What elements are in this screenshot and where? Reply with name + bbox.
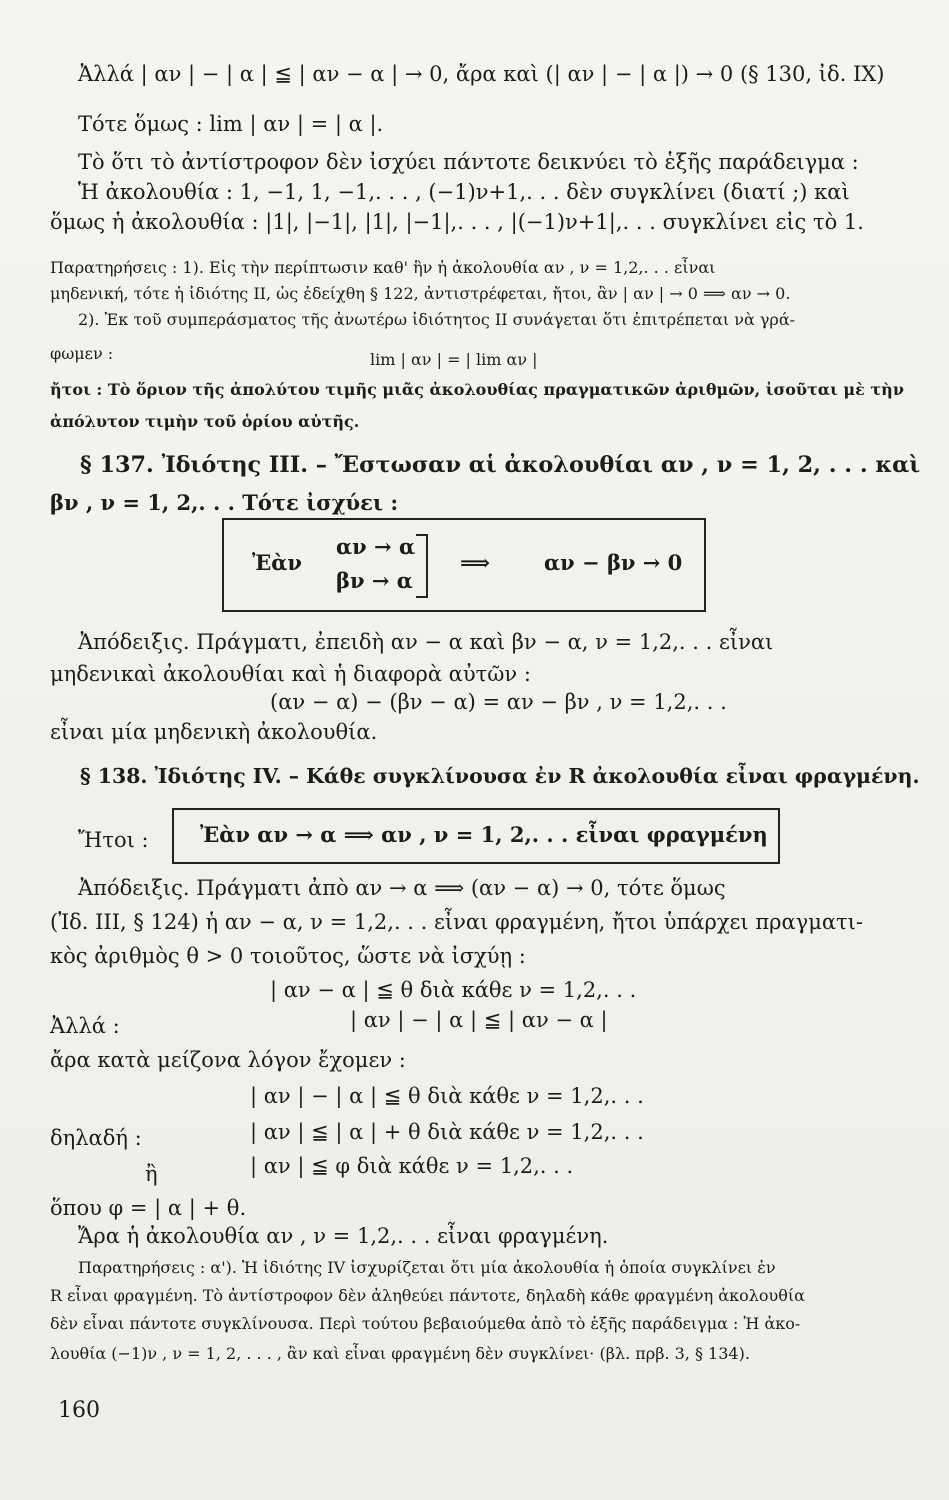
proof-line: δηλαδή : (50, 1126, 142, 1150)
text-line: βν , ν = 1, 2,. . . Τότε ἰσχύει : (50, 490, 399, 515)
remark-line: Παρατηρήσεις : 1). Εἰς τὴν περίπτωσιν καθ' ἣν ἡ ἀκολουθία αν , ν = 1,2,. . . εἶναι (50, 258, 716, 277)
proof-line: | αν | ≦ | α | + θ διὰ κάθε ν = 1,2,. . . (250, 1120, 644, 1144)
proof-line: | αν | − | α | ≦ θ διὰ κάθε ν = 1,2,. . . (250, 1084, 644, 1108)
section-137-heading: § 137. Ἰδιότης ΙΙΙ. – Ἔστωσαν αἱ ἀκολουθίαι αν , ν = 1, 2, . . . καὶ (80, 452, 921, 478)
remark-line: ἤτοι : Τὸ ὅριον τῆς ἀπολύτου τιμῆς μιᾶς ἀκολουθίας πραγματικῶν ἀριθμῶν, ἰσοῦται μὲ τὴν (50, 380, 904, 399)
box-condition: βν → α (336, 568, 413, 593)
proof-line: Ἀπόδειξις. Πράγματι ἀπὸ αν → α ⟹ (αν − α) → 0, τότε ὅμως (78, 876, 726, 900)
text-line: Τὸ ὅτι τὸ ἀντίστροφον δὲν ἰσχύει πάντοτε δεικνύει τὸ ἑξῆς παράδειγμα : (78, 150, 859, 174)
proof-line: εἶναι μία μηδενικὴ ἀκολουθία. (50, 720, 378, 744)
proof-line: ὅπου φ = | α | + θ. (50, 1196, 247, 1220)
box-condition: αν → α (336, 534, 416, 559)
box-result: αν − βν → 0 (544, 550, 683, 575)
text-line: Ἡ ἀκολουθία : 1, −1, 1, −1,. . . , (−1)ν+1,. . . δὲν συγκλίνει (διατί ;) καὶ (78, 180, 850, 204)
proof-line: κὸς ἀριθμὸς θ > 0 τοιοῦτος, ὥστε νὰ ἰσχύῃ : (50, 944, 526, 968)
proof-line: | αν | ≦ φ διὰ κάθε ν = 1,2,. . . (250, 1154, 574, 1178)
remark-line: μηδενική, τότε ἡ ἰδιότης ΙΙ, ὡς ἐδείχθη § 122, ἀντιστρέφεται, ἤτοι, ἂν | αν | → 0 ⟹ αν → 0. (50, 284, 791, 303)
proof-line: | αν − α | ≦ θ διὰ κάθε ν = 1,2,. . . (270, 978, 637, 1002)
proof-line: ἄρα κατὰ μείζονα λόγον ἔχομεν : (50, 1048, 406, 1072)
page-number: 160 (58, 1398, 100, 1423)
text-line: Τότε ὅμως : lim | αν | = | α |. (78, 112, 384, 136)
remark-line: λουθία (−1)ν , ν = 1, 2, . . . , ἂν καὶ εἶναι φραγμένη δὲν συγκλίνει· (βλ. πρβ. 3, § 134). (50, 1344, 750, 1363)
proof-line: Ἀλλά : (50, 1014, 120, 1038)
remark-line: Παρατηρήσεις : α'). Ἡ ἰδιότης IV ἰσχυρίζεται ὅτι μία ἀκολουθία ἡ ὁποία συγκλίνει ἐν (78, 1258, 776, 1277)
box-statement: Ἐὰν αν → α ⟹ αν , ν = 1, 2,. . . εἶναι φραγμένη (200, 822, 768, 847)
remark-line: φωμεν : (50, 344, 114, 363)
proof-line: Ἄρα ἡ ἀκολουθία αν , ν = 1,2,. . . εἶναι φραγμένη. (78, 1224, 609, 1248)
right-brace (416, 534, 428, 598)
proof-line: ἢ (145, 1162, 158, 1186)
text-line: Ἀλλά | αν | − | α | ≦ | αν − α | → 0, ἄρα καὶ (| αν | − | α |) → 0 (§ 130, ἰδ. IX) (78, 62, 885, 86)
implies-arrow: ⟹ (460, 550, 491, 575)
box-if-label: Ἐὰν (252, 550, 302, 575)
theorem-box (172, 808, 780, 864)
remark-line: ἀπόλυτον τιμὴν τοῦ ὁρίου αὐτῆς. (50, 412, 360, 431)
text-line: ὅμως ἡ ἀκολουθία : |1|, |−1|, |1|, |−1|,. . . , |(−1)ν+1|,. . . συγκλίνει εἰς τὸ 1. (50, 210, 864, 234)
proof-line: μηδενικαὶ ἀκολουθίαι καὶ ἡ διαφορὰ αὐτῶν : (50, 662, 531, 686)
theorem-box (222, 518, 706, 612)
proof-line: (Ἰδ. ΙΙΙ, § 124) ἡ αν − α, ν = 1,2,. . . εἶναι φραγμένη, ἤτοι ὑπάρχει πραγματι- (50, 910, 864, 934)
remark-line: δὲν εἶναι πάντοτε συγκλίνουσα. Περὶ τούτου βεβαιούμεθα ἀπὸ τὸ ἑξῆς παράδειγμα : Ἡ ἀκο- (50, 1314, 801, 1333)
proof-line: Ἀπόδειξις. Πράγματι, ἐπειδὴ αν − α καὶ βν − α, ν = 1,2,. . . εἶναι (78, 630, 774, 654)
remark-line: 2). Ἐκ τοῦ συμπεράσματος τῆς ἀνωτέρω ἰδιότητος ΙΙ συνάγεται ὅτι ἐπιτρέπεται νὰ γρά- (78, 310, 796, 329)
proof-line: | αν | − | α | ≦ | αν − α | (350, 1008, 608, 1032)
proof-line: (αν − α) − (βν − α) = αν − βν , ν = 1,2,. . . (270, 690, 727, 714)
remark-line: R εἶναι φραγμένη. Τὸ ἀντίστροφον δὲν ἀληθεύει πάντοτε, δηλαδὴ κάθε φραγμένη ἀκολουθία (50, 1286, 805, 1305)
formula-line: lim | αν | = | lim αν | (370, 350, 538, 369)
text-line: Ἤτοι : (78, 828, 149, 852)
section-138-heading: § 138. Ἰδιότης IV. – Κάθε συγκλίνουσα ἐν R ἀκολουθία εἶναι φραγμένη. (80, 764, 920, 788)
